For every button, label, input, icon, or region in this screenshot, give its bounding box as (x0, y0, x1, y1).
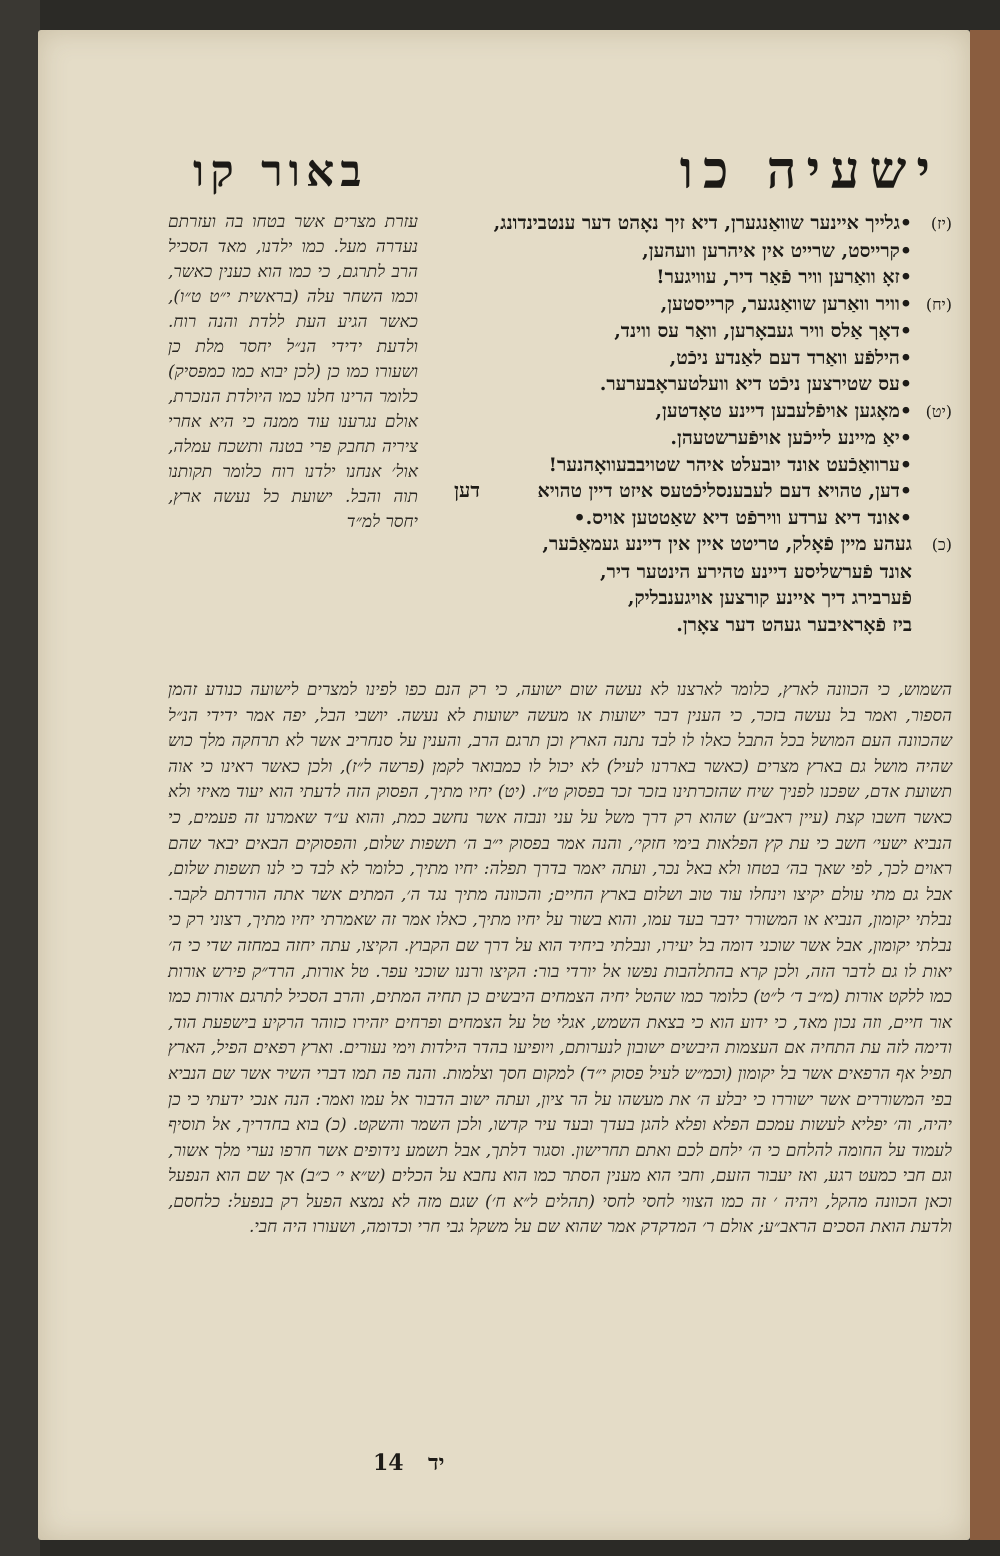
upper-section (38, 210, 970, 670)
verse-text: •גלייך איינער שוואַנגערן, דיא זיך נאָהט דער ענטבינדונג, (493, 212, 912, 234)
verse-line (392, 559, 952, 586)
verse-text: •ערוואַכֿעט אונד יובעלט איהר שטויבבעוואָהנער! (548, 453, 912, 476)
verse-translation-column (392, 210, 952, 638)
verse-number: (יח) (925, 294, 952, 314)
verse-text: •יאַ מיינע לייכֿען אויפֿערשטעהן. (670, 427, 912, 449)
verse-text: ביז פֿאָראיבער געהט דער צאָרן. (676, 613, 912, 636)
verse-text: •זאָ וואַרען וויר פֿאַר דיר, עוויגער! (656, 266, 912, 288)
verse-line (392, 371, 952, 398)
verse-text: געהע מיין פֿאָלק, טריטט איין אין דיינע געמאַכֿער, (542, 533, 912, 555)
hebrew-page-number: יד (428, 1450, 445, 1476)
verse-line (392, 425, 952, 452)
verse-line (392, 398, 952, 426)
running-title-commentary: באור קו (193, 146, 368, 197)
verse-number: (כ) (931, 535, 952, 554)
verse-line (392, 452, 952, 479)
verse-line (392, 531, 952, 559)
page-number: 14 (373, 1450, 404, 1476)
verse-line (392, 264, 952, 291)
book-page (38, 30, 970, 1540)
verse-line (392, 345, 952, 372)
verse-line (392, 238, 952, 265)
verse-text: •אונד דיא ערדע ווירפֿט דיא שאַטטען אויס.• (573, 506, 912, 529)
page-edge (970, 30, 1000, 1540)
verse-line (392, 318, 952, 345)
verse-text: •מאָגען אויפֿלעבען דיינע טאָדטען, (655, 399, 912, 422)
verse-line (392, 291, 952, 319)
verse-text: •קרייסט, שרייט אין איהרען וועהען, (642, 239, 912, 262)
verse-line (392, 612, 952, 639)
verse-text: •עס שטירצען ניכֿט דיא וועלטעראָבערער. (599, 373, 912, 395)
verse-text: •הילפֿע וואַרד דעם לאַנדע ניכֿט, (669, 346, 912, 369)
page-footer (38, 1450, 970, 1480)
commentary-full-width (168, 678, 952, 1241)
verse-text: •וויר וואַרען שוואַנגער, קרייסטען, (660, 292, 912, 315)
verse-line (392, 505, 952, 532)
verse-line (392, 210, 952, 238)
page-header (38, 140, 970, 210)
book-cover-edge (0, 0, 40, 1556)
section-label: דען (453, 478, 480, 502)
verse-text: •דאָך אַלס וויר געבאָרען, וואַר עס ווינד, (614, 320, 912, 342)
verse-line (392, 585, 952, 612)
verse-text: פֿערבירג דיך איינע קורצען אויגענבליק, (627, 587, 912, 609)
running-title-book: ישעיה כו (679, 140, 940, 201)
commentary-column-upper: עזרת מצרים אשר בטחו בה ועזרתם נעדרה מעל. כמו ילדנו, מאד הסכיל הרב לתרגם, כי כמו הוא כענין כאשר, וכמו השחר עלה (בראשית י״ט ט״ו), כאשר הגיע העת ללדת והנה רוח. ולדעת ידידי הנ״ל יחסר מלת כן ושעורו כמו כן (לכן יבוא כמו כמפסיק) כלומר הרינו חלנו כמו היולדת הנזכרת, אולם נגרענו עוד ממנה כי היא אחרי ציריה תחבק פרי בטנה ותשכח עמלה, אול׳ אנחנו ילדנו רוח כלומר תקותנו תוה והבל. ישועת כל נעשה ארץ, יחסר למ״ד (168, 212, 418, 532)
verse-text: •דען, טהויא דעם לעבענסליכֿטעס איזט דיין טהויא (537, 480, 912, 502)
verse-text: אונד פֿערשליסע דיינע טהירע הינטער דיר, (600, 560, 912, 583)
commentary-paragraph: השמוש, כי הכוונה לארץ, כלומר לארצנו לא נעשה שום ישועה, כי רק הנם כפו לפינו למצרים לישועה כנודע זהמן הספור, ואמר בל נעשה בזכר, כי הענין דבר ישועות או מעשה ישועות לא נעשה. יושבי הבל, יפה אמר ידידי הנ״ל שהכוונה העם המושל בכל התבל כאלו לו לבד נתנה הארץ וכן תרגם הרב, והענין על סנחריב אשר לא תרחקה מלך כוש שהיה מושל גם בארץ מצרים (כאשר באררנו לעיל) לא יכול לו כמבואר לקמן (פרשה ל״ז), ולכן כאשר ראינו כי אוה תשועת אדם, שפכנו לפניך שיח שהזכרתינו בזכר זכר בפסוק ט״ז. (יט) יחיו מתיך, הפסוק הזה לדעתי הוא יעוד מאיזי ולא כאשר חשבו קצת (עיין ראב״ע) שהוא רק דרך משל על עני ונבזה אשר נחשב כמת, והוא ע״ד שאמרנו זה פעמים, כי הנביא ישעי׳ חשב כי עת קץ הפלאות בימי חזקי׳, והנה אמר בפסוק י״ב ה׳ תשפות שלום, והפסוקים הבאים יבאר שהם ראוים לכך, לפי שאך בה׳ בטחו ולא באל נכר, ועתה יאמר בדרך תפלה: יחיו מתיך, כלומר לא לבד כי לנו תשפות שלום, אבל גם מתי עולם יקיצו וינחלו עוד טוב ושלום בארץ החיים; והכוונה מתיך נגד ה׳, המתים אשר אתה הורדתם לקבר. נבלתי יקומון, הנביא או המשורר ידבר בעד עמו, והוא בשור על יחיו מתיך, כאלו אמר זה שאמרתי יחיו מתיך, רצוני רק כי נבלתי יקומון, אבל אשר שוכני דומה בל יעירו, ונבלתי ביחיד הוא על דרך שם הקבוץ. הקיצו, עתה יחזה במחזה שדי כי ה׳ יאות לו גם לדבר הזה, ולכן קרא בהתלהבות נפשו אל יורדי בור: הקיצו ורננו שוכני עפר. טל אורות, הרד״ק פירש אורות כמו ללקט אורות (מ״ב ד׳ ל״ט) כלומר כמו שהטל יחיה הצמחים היבשים כן תחיה המתים, והרב הסכיל לתרגם אורות כמו אור חיים, וזה נכון מאד, כי ידוע הוא כי בצאת השמש, אגלי טל על הצמחים ופרחים יזהירו כזוהר הרקיע בישפעת הוד, ודימה לזה עת התחיה אם העצמות היבשים ישובון לנערותם, ויופיעו בהדר הילדות וימי נעורים. וארץ רפאים הפיל, הארץ תפיל אף הרפאים אשר בל יקומון (וכמ״ש לעיל פסוק י״ד) למקום חסך וצלמות. והנה פה תמו דברי השיר אשר שם הנביא בפי המשוררים אשר ישוררו כי יבלע ה׳ את מעשהו על הר ציון, ועתה ישוב הדבור אל עמו ואמר: הנה אנכי ידעתי כי כן יהיה, וה׳ יפליא לעשות עמכם הפלא ופלא להגן בעדך ובעד עיר קדשו, ולכן השמר והשקט. (כ) בוא בחדריך, אל תוסיף לעמוד על החומה להלחם כי ה׳ ילחם לכם ואתם תחרישון. וסגור דלתך, אבל תשמע נידופים אשר חרפו נערי מלך אשור, וגם חבי כמעט רגע, ואז יעבור הזעם, וחבי הוא מענין הסתר כמו הוא נחבא על הכלים (ש״א י׳ כ״ב) אך שם הוא הנפעל וכאן הכוונה מהקל, ויהיה ׳ זה כמו הצווי לחסי לחסי (תהלים ל״א ח׳) שגם מזה לא נמצא הפעל רק בנפעל: כלחסם, ולדעת הואת הסכים הראב״ע; אולם ר׳ המדקדק אמר שהוא שם על משקל גבי חרי וכדומה, ושעורו היה חבי. (168, 680, 953, 1238)
verse-number: (יז) (930, 214, 952, 233)
verse-number: (יט) (925, 401, 952, 421)
